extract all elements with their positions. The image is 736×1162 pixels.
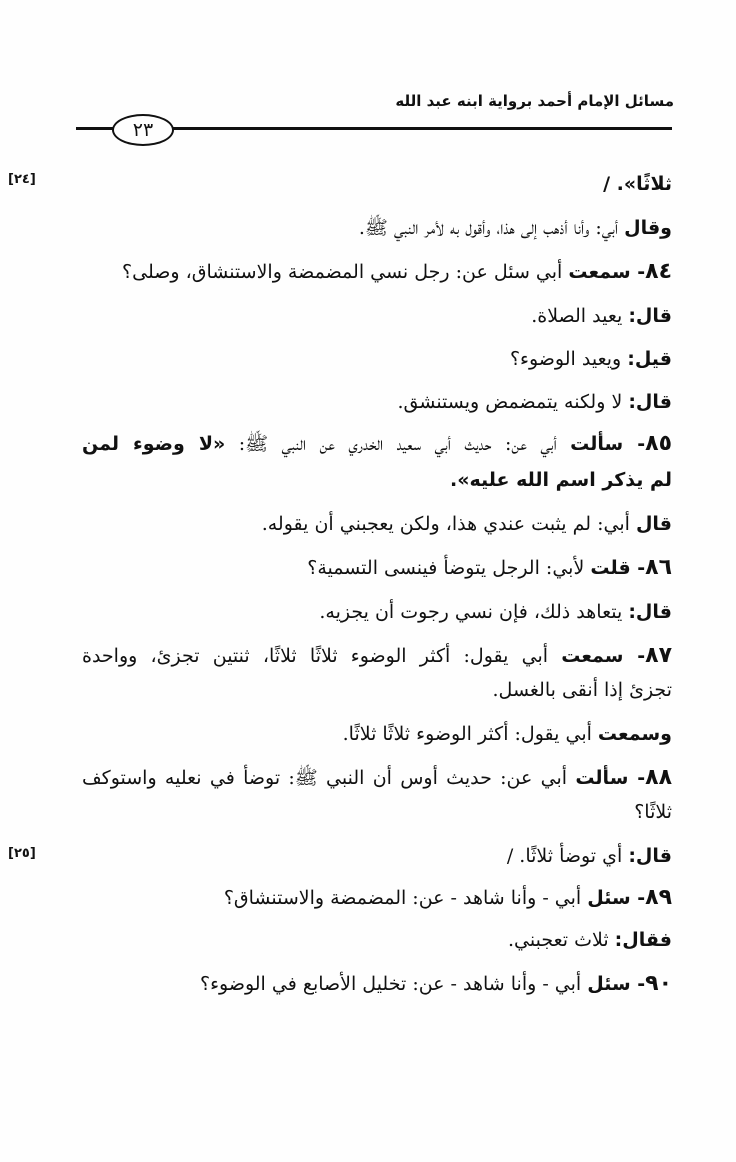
text-line bbox=[343, 720, 672, 748]
answer-line bbox=[319, 598, 672, 626]
line-lead: - سمعت bbox=[561, 645, 646, 667]
line-lead: قال: bbox=[628, 845, 672, 867]
text-line bbox=[359, 214, 672, 242]
running-title: مسائل الإمام أحمد برواية ابنه عبد الله bbox=[395, 92, 674, 110]
line-lead: وسمعت bbox=[597, 723, 672, 745]
line-text: أبي - وأنا شاهد - عن: تخليل الأصابع في الوضوء؟ bbox=[199, 973, 588, 995]
hadith-quote: «لا وضوء لمن bbox=[82, 433, 226, 455]
question-number: ٨٥ bbox=[645, 431, 673, 456]
answer-line bbox=[531, 302, 672, 330]
page-number: ٢٣ bbox=[132, 119, 154, 141]
question-line bbox=[82, 430, 672, 458]
line-lead: ثلاثًا». / bbox=[603, 173, 672, 195]
line-text: أبي: وأنا أذهب إلى هذا، وأقول به لأمر النبي ﷺ. bbox=[358, 217, 625, 239]
question-number: ٩٠ bbox=[645, 971, 672, 996]
line-lead: قيل: bbox=[627, 348, 672, 370]
line-lead: - قلت bbox=[590, 557, 646, 579]
question-number: ٨٦ bbox=[645, 555, 672, 580]
answer-line bbox=[508, 926, 672, 954]
line-lead: - سمعت bbox=[568, 261, 646, 283]
line-lead: - سئل bbox=[587, 887, 646, 909]
answer-line bbox=[262, 510, 672, 538]
line-lead: وقال bbox=[624, 217, 672, 239]
answer-line bbox=[397, 388, 672, 416]
line-text: تجزئ إذا أنقى بالغسل. bbox=[492, 679, 672, 701]
line-text: أبي سئل عن: رجل نسي المضمضة والاستنشاق، وصلى؟ bbox=[122, 261, 569, 283]
line-text: أبي يقول: أكثر الوضوء ثلاثًا ثلاثًا. bbox=[342, 723, 598, 745]
line-text: يعيد الصلاة. bbox=[531, 305, 629, 327]
hadith-quote: لم يذكر اسم الله عليه». bbox=[450, 469, 672, 491]
line-lead: - سألت bbox=[575, 767, 646, 789]
line-text: أبي عن: حديث أبي سعيد الخدري عن النبي ﷺ: bbox=[225, 433, 571, 455]
question-number: ٨٩ bbox=[645, 885, 672, 910]
line-text: لا ولكنه يتمضمض ويستنشق. bbox=[397, 391, 629, 413]
line-lead: قال: bbox=[628, 305, 672, 327]
question-line bbox=[82, 764, 672, 792]
text-line bbox=[493, 676, 672, 704]
line-text: أبي يقول: أكثر الوضوء ثلاثًا ثلاثًا، ثنتين تجزئ، وواحدة bbox=[82, 645, 562, 667]
line-text: أي توضأ ثلاثًا. / bbox=[506, 845, 629, 867]
question-number: ٨٧ bbox=[645, 643, 672, 668]
line-lead: قال: bbox=[628, 391, 672, 413]
question-number: ٨٨ bbox=[645, 765, 672, 790]
line-text: ثلاثًا؟ bbox=[634, 801, 672, 823]
answer-line bbox=[507, 842, 672, 870]
line-text: أبي: لم يثبت عندي هذا، ولكن يعجبني أن يقوله. bbox=[261, 513, 636, 535]
question-line bbox=[122, 258, 672, 286]
text-line bbox=[510, 345, 672, 373]
margin-page-ref: [٢٥] bbox=[8, 846, 36, 861]
text-line bbox=[634, 798, 672, 826]
line-lead: قال: bbox=[628, 601, 672, 623]
page-number-oval bbox=[112, 114, 174, 146]
question-line bbox=[307, 554, 672, 582]
line-text: ثلاث تعجبني. bbox=[508, 929, 615, 951]
line-lead: فقال: bbox=[614, 929, 672, 951]
line-lead: - سئل bbox=[587, 973, 646, 995]
question-number: ٨٤ bbox=[645, 259, 672, 284]
line-text: يتعاهد ذلك، فإن نسي رجوت أن يجزيه. bbox=[319, 601, 629, 623]
question-line bbox=[224, 884, 672, 912]
text-line bbox=[603, 170, 672, 198]
line-text: لأبي: الرجل يتوضأ فينسى التسمية؟ bbox=[307, 557, 591, 579]
line-text: أبي عن: حديث أوس أن النبي ﷺ: توضأ في نعليه واستوكف bbox=[82, 767, 576, 789]
question-line bbox=[200, 970, 672, 998]
line-text: ويعيد الوضوء؟ bbox=[509, 348, 628, 370]
hadith-quote-line bbox=[450, 466, 672, 494]
question-line bbox=[82, 642, 672, 670]
line-lead: قال bbox=[635, 513, 672, 535]
line-lead: - سألت bbox=[570, 433, 646, 455]
margin-page-ref: [٢٤] bbox=[8, 172, 36, 187]
line-text: أبي - وأنا شاهد - عن: المضمضة والاستنشاق؟ bbox=[223, 887, 588, 909]
